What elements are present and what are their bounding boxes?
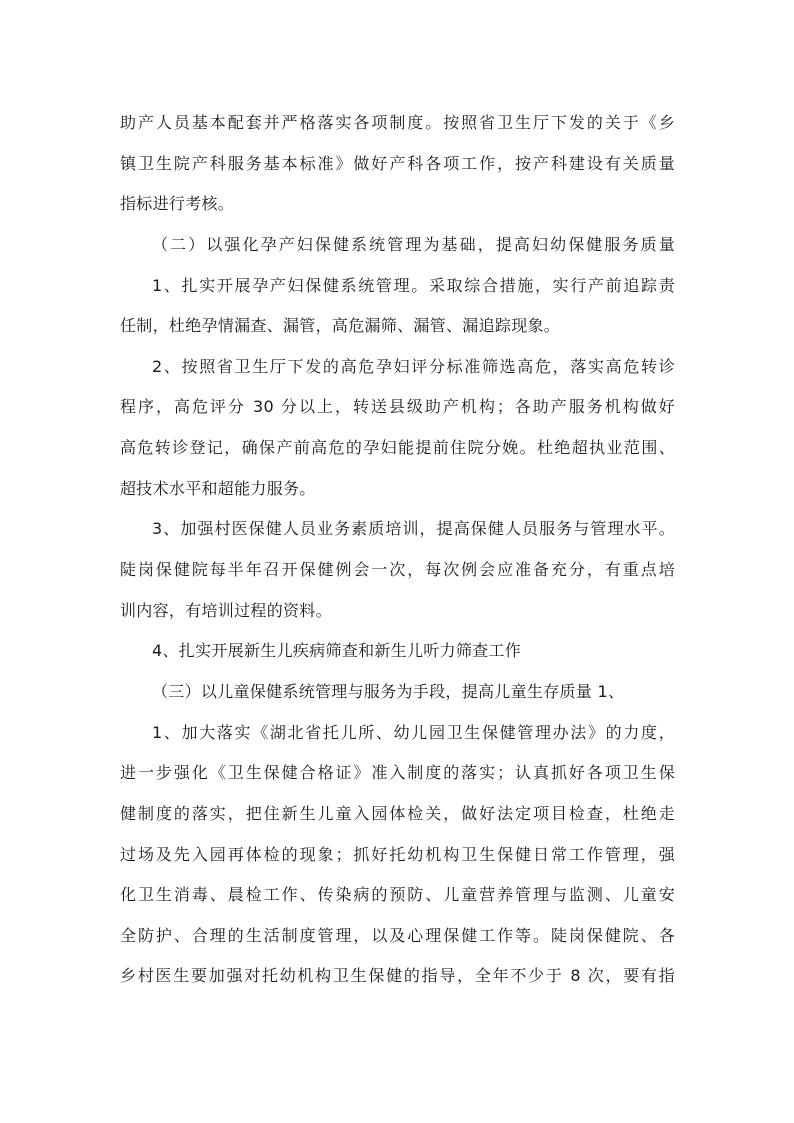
text-line-22: 乡村医生要加强对托幼机构卫生保健的指导，全年不少于 8 次，要有指 — [120, 966, 675, 986]
text-line-13: 训内容，有培训过程的资料。 — [120, 600, 332, 620]
text-line-21: 全防护、合理的生活制度管理，以及心理保健工作等。陡岗保健院、各 — [120, 925, 675, 945]
text-line-5: 1、扎实开展孕产妇保健系统管理。采取综合措施，实行产前追踪责 — [152, 275, 675, 295]
text-line-1: 助产人员基本配套并严格落实各项制度。按照省卫生厅下发的关于《乡 — [120, 113, 675, 132]
text-line-2: 镇卫生院产科服务基本标准》做好产科各项工作，按产科建设有关质量 — [120, 153, 675, 173]
text-line-3: 指标进行考核。 — [120, 194, 235, 214]
text-line-19: 过场及先入园再体检的现象；抓好托幼机构卫生保健日常工作管理，强 — [120, 844, 675, 864]
text-line-18: 健制度的落实，把住新生儿童入园体检关，做好法定项目检查，杜绝走 — [120, 803, 675, 823]
section-heading-3: （三）以儿童保健系统管理与服务为手段，提高儿童生存质量 1、 — [152, 681, 625, 701]
text-line-17: 进一步强化《卫生保健合格证》准入制度的落实；认真抓好各项卫生保 — [120, 763, 675, 783]
text-line-16: 1、加大落实《湖北省托儿所、幼儿园卫生保健管理办法》的力度， — [152, 722, 675, 742]
text-line-6: 任制，杜绝孕情漏查、漏管，高危漏筛、漏管、漏追踪现象。 — [120, 316, 561, 336]
text-line-7: 2、按照省卫生厅下发的高危孕妇评分标准筛选高危，落实高危转诊 — [152, 356, 675, 376]
text-line-14: 4、扎实开展新生儿疾病筛查和新生儿听力筛查工作 — [152, 641, 522, 661]
text-line-8: 程序，高危评分 30 分以上，转送县级助产机构；各助产服务机构做好 — [120, 397, 675, 417]
section-heading-2: （二）以强化孕产妇保健系统管理为基础，提高妇幼保健服务质量 — [152, 234, 675, 254]
text-line-11: 3、加强村医保健人员业务素质培训，提高保健人员服务与管理水平。 — [152, 519, 675, 539]
text-line-12: 陡岗保健院每半年召开保健例会一次，每次例会应准备充分，有重点培 — [120, 560, 675, 580]
text-line-9: 高危转诊登记，确保产前高危的孕妇能提前住院分娩。杜绝超执业范围、 — [120, 438, 675, 458]
text-line-20: 化卫生消毒、晨检工作、传染病的预防、儿童营养管理与监测、儿童安 — [120, 885, 675, 905]
text-line-10: 超技术水平和超能力服务。 — [120, 478, 316, 498]
document-body — [120, 103, 675, 997]
